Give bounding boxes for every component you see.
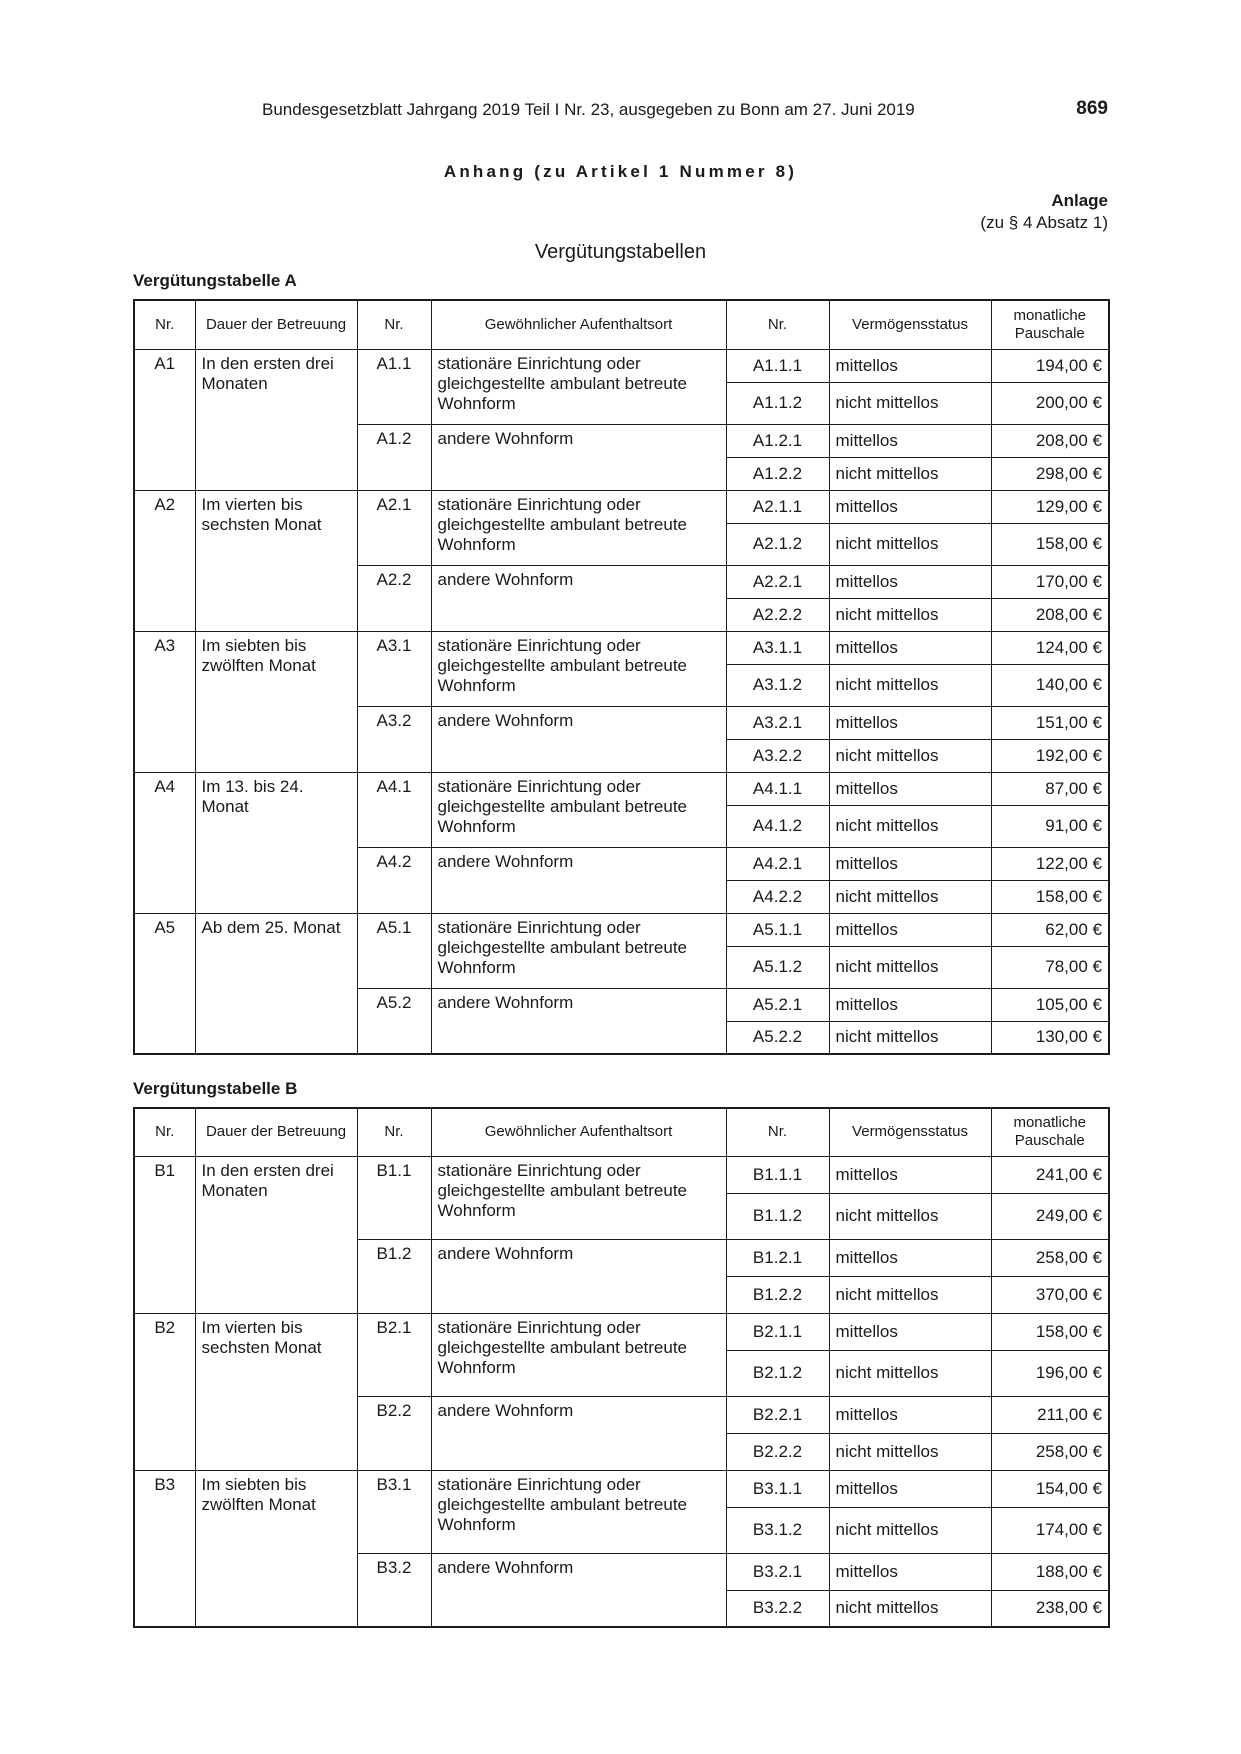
table-row	[134, 490, 1109, 523]
vermoegensstatus: nicht mittellos	[829, 664, 991, 706]
betreuungsdauer: Ab dem 25. Monat	[195, 913, 357, 1054]
group-number: A1	[134, 349, 195, 490]
group-number: A5	[134, 913, 195, 1054]
table-row	[134, 772, 1109, 805]
sub-number: B1.2	[357, 1239, 431, 1313]
row-number: A1.1.2	[726, 382, 829, 424]
pauschale-betrag: 91,00 €	[991, 805, 1109, 847]
vermoegensstatus: mittellos	[829, 706, 991, 739]
row-number: B3.1.1	[726, 1470, 829, 1507]
table-row	[134, 913, 1109, 946]
sub-number: A3.2	[357, 706, 431, 772]
vermoegensstatus: nicht mittellos	[829, 1021, 991, 1054]
column-header-pauschale: monatliche Pauschale	[991, 1108, 1109, 1156]
pauschale-betrag: 170,00 €	[991, 565, 1109, 598]
betreuungsdauer: Im siebten bis zwölften Monat	[195, 1470, 357, 1627]
row-number: A5.2.1	[726, 988, 829, 1021]
pauschale-betrag: 78,00 €	[991, 946, 1109, 988]
pauschale-betrag: 196,00 €	[991, 1350, 1109, 1396]
aufenthaltsort: andere Wohnform	[431, 424, 726, 490]
pauschale-betrag: 122,00 €	[991, 847, 1109, 880]
pauschale-betrag: 208,00 €	[991, 424, 1109, 457]
row-number: B1.1.1	[726, 1156, 829, 1193]
aufenthaltsort: stationäre Einrichtung oder gleichgestellte ambulant betreute Wohnform	[431, 1313, 726, 1396]
vermoegensstatus: mittellos	[829, 565, 991, 598]
pauschale-betrag: 124,00 €	[991, 631, 1109, 664]
table-header-row	[134, 1108, 1109, 1156]
page-number: 869	[1076, 98, 1108, 119]
vermoegensstatus: nicht mittellos	[829, 457, 991, 490]
group-number: B1	[134, 1156, 195, 1313]
vermoegensstatus: nicht mittellos	[829, 1350, 991, 1396]
vermoegensstatus: nicht mittellos	[829, 1507, 991, 1553]
pauschale-betrag: 62,00 €	[991, 913, 1109, 946]
pauschale-betrag: 158,00 €	[991, 880, 1109, 913]
pauschale-betrag: 140,00 €	[991, 664, 1109, 706]
row-number: B3.2.1	[726, 1553, 829, 1590]
pauschale-betrag: 158,00 €	[991, 523, 1109, 565]
sub-number: B2.1	[357, 1313, 431, 1396]
group-number: B2	[134, 1313, 195, 1470]
pauschale-betrag: 151,00 €	[991, 706, 1109, 739]
pauschale-betrag: 158,00 €	[991, 1313, 1109, 1350]
table-header-row	[134, 300, 1109, 349]
betreuungsdauer: In den ersten drei Monaten	[195, 349, 357, 490]
column-header-nr-3: Nr.	[726, 300, 829, 349]
vermoegensstatus: nicht mittellos	[829, 1590, 991, 1627]
vermoegensstatus: mittellos	[829, 1396, 991, 1433]
betreuungsdauer: Im siebten bis zwölften Monat	[195, 631, 357, 772]
pauschale-betrag: 174,00 €	[991, 1507, 1109, 1553]
table-b-title: Vergütungstabelle B	[133, 1079, 298, 1098]
vermoegensstatus: nicht mittellos	[829, 523, 991, 565]
sub-number: A3.1	[357, 631, 431, 706]
column-header-vermoegensstatus: Vermögensstatus	[829, 300, 991, 349]
vermoegensstatus: mittellos	[829, 490, 991, 523]
table-row	[134, 349, 1109, 382]
pauschale-betrag: 238,00 €	[991, 1590, 1109, 1627]
vermoegensstatus: mittellos	[829, 988, 991, 1021]
column-header-aufenthaltsort: Gewöhnlicher Aufenthaltsort	[431, 300, 726, 349]
pauschale-betrag: 211,00 €	[991, 1396, 1109, 1433]
anlage-reference: (zu § 4 Absatz 1)	[980, 213, 1108, 232]
vermoegensstatus: nicht mittellos	[829, 805, 991, 847]
vermoegensstatus: nicht mittellos	[829, 382, 991, 424]
row-number: A2.2.1	[726, 565, 829, 598]
column-header-nr-3: Nr.	[726, 1108, 829, 1156]
verguetungstabelle-a	[133, 299, 1110, 1055]
betreuungsdauer: Im 13. bis 24. Monat	[195, 772, 357, 913]
row-number: A2.1.1	[726, 490, 829, 523]
sub-number: A1.1	[357, 349, 431, 424]
row-number: A5.1.1	[726, 913, 829, 946]
pauschale-betrag: 188,00 €	[991, 1553, 1109, 1590]
row-number: A1.2.1	[726, 424, 829, 457]
aufenthaltsort: andere Wohnform	[431, 1553, 726, 1627]
pauschale-betrag: 192,00 €	[991, 739, 1109, 772]
row-number: A3.1.1	[726, 631, 829, 664]
table-row	[134, 1470, 1109, 1507]
row-number: A1.2.2	[726, 457, 829, 490]
vermoegensstatus: mittellos	[829, 913, 991, 946]
vermoegensstatus: nicht mittellos	[829, 1276, 991, 1313]
vermoegensstatus: mittellos	[829, 1239, 991, 1276]
row-number: A5.2.2	[726, 1021, 829, 1054]
aufenthaltsort: andere Wohnform	[431, 847, 726, 913]
sub-number: B1.1	[357, 1156, 431, 1239]
row-number: A4.2.2	[726, 880, 829, 913]
pauschale-betrag: 208,00 €	[991, 598, 1109, 631]
document-title: Vergütungstabellen	[534, 241, 707, 263]
pauschale-betrag: 130,00 €	[991, 1021, 1109, 1054]
column-header-vermoegensstatus: Vermögensstatus	[829, 1108, 991, 1156]
row-number: B2.2.2	[726, 1433, 829, 1470]
aufenthaltsort: stationäre Einrichtung oder gleichgestellte ambulant betreute Wohnform	[431, 490, 726, 565]
row-number: A2.1.2	[726, 523, 829, 565]
column-header-nr-2: Nr.	[357, 300, 431, 349]
vermoegensstatus: mittellos	[829, 349, 991, 382]
column-header-dauer: Dauer der Betreuung	[195, 300, 357, 349]
vermoegensstatus: mittellos	[829, 424, 991, 457]
group-number: A3	[134, 631, 195, 772]
column-header-nr: Nr.	[134, 300, 195, 349]
aufenthaltsort: andere Wohnform	[431, 1239, 726, 1313]
group-number: B3	[134, 1470, 195, 1627]
sub-number: B3.2	[357, 1553, 431, 1627]
table-row	[134, 1156, 1109, 1193]
column-header-nr: Nr.	[134, 1108, 195, 1156]
row-number: A4.1.1	[726, 772, 829, 805]
aufenthaltsort: andere Wohnform	[431, 565, 726, 631]
aufenthaltsort: stationäre Einrichtung oder gleichgestellte ambulant betreute Wohnform	[431, 1470, 726, 1553]
row-number: A3.2.1	[726, 706, 829, 739]
column-header-aufenthaltsort: Gewöhnlicher Aufenthaltsort	[431, 1108, 726, 1156]
group-number: A2	[134, 490, 195, 631]
running-header: Bundesgesetzblatt Jahrgang 2019 Teil I Nr. 23, ausgegeben zu Bonn am 27. Juni 2019	[262, 100, 915, 119]
table-row	[134, 1313, 1109, 1350]
vermoegensstatus: nicht mittellos	[829, 880, 991, 913]
pauschale-betrag: 249,00 €	[991, 1193, 1109, 1239]
aufenthaltsort: andere Wohnform	[431, 988, 726, 1054]
vermoegensstatus: nicht mittellos	[829, 598, 991, 631]
row-number: A3.2.2	[726, 739, 829, 772]
row-number: B2.2.1	[726, 1396, 829, 1433]
sub-number: B2.2	[357, 1396, 431, 1470]
row-number: B3.1.2	[726, 1507, 829, 1553]
sub-number: A2.1	[357, 490, 431, 565]
row-number: A3.1.2	[726, 664, 829, 706]
row-number: A4.1.2	[726, 805, 829, 847]
group-number: A4	[134, 772, 195, 913]
vermoegensstatus: nicht mittellos	[829, 1193, 991, 1239]
row-number: B2.1.1	[726, 1313, 829, 1350]
pauschale-betrag: 241,00 €	[991, 1156, 1109, 1193]
row-number: A4.2.1	[726, 847, 829, 880]
pauschale-betrag: 258,00 €	[991, 1433, 1109, 1470]
table-a-title: Vergütungstabelle A	[133, 271, 297, 290]
sub-number: A4.1	[357, 772, 431, 847]
sub-number: A1.2	[357, 424, 431, 490]
aufenthaltsort: stationäre Einrichtung oder gleichgestellte ambulant betreute Wohnform	[431, 913, 726, 988]
verguetungstabelle-b	[133, 1107, 1110, 1628]
vermoegensstatus: mittellos	[829, 1156, 991, 1193]
betreuungsdauer: Im vierten bis sechsten Monat	[195, 490, 357, 631]
column-header-dauer: Dauer der Betreuung	[195, 1108, 357, 1156]
aufenthaltsort: stationäre Einrichtung oder gleichgestellte ambulant betreute Wohnform	[431, 631, 726, 706]
table-row	[134, 631, 1109, 664]
pauschale-betrag: 154,00 €	[991, 1470, 1109, 1507]
vermoegensstatus: mittellos	[829, 772, 991, 805]
betreuungsdauer: In den ersten drei Monaten	[195, 1156, 357, 1313]
betreuungsdauer: Im vierten bis sechsten Monat	[195, 1313, 357, 1470]
vermoegensstatus: mittellos	[829, 1470, 991, 1507]
row-number: B1.2.1	[726, 1239, 829, 1276]
pauschale-betrag: 105,00 €	[991, 988, 1109, 1021]
row-number: B1.1.2	[726, 1193, 829, 1239]
pauschale-betrag: 87,00 €	[991, 772, 1109, 805]
vermoegensstatus: mittellos	[829, 1313, 991, 1350]
aufenthaltsort: andere Wohnform	[431, 706, 726, 772]
vermoegensstatus: mittellos	[829, 847, 991, 880]
pauschale-betrag: 194,00 €	[991, 349, 1109, 382]
aufenthaltsort: stationäre Einrichtung oder gleichgestellte ambulant betreute Wohnform	[431, 772, 726, 847]
vermoegensstatus: mittellos	[829, 1553, 991, 1590]
vermoegensstatus: nicht mittellos	[829, 739, 991, 772]
sub-number: A5.2	[357, 988, 431, 1054]
pauschale-betrag: 258,00 €	[991, 1239, 1109, 1276]
column-header-nr-2: Nr.	[357, 1108, 431, 1156]
row-number: B3.2.2	[726, 1590, 829, 1627]
pauschale-betrag: 298,00 €	[991, 457, 1109, 490]
anlage-label: Anlage	[1051, 191, 1108, 210]
sub-number: A5.1	[357, 913, 431, 988]
sub-number: A4.2	[357, 847, 431, 913]
sub-number: A2.2	[357, 565, 431, 631]
pauschale-betrag: 200,00 €	[991, 382, 1109, 424]
vermoegensstatus: mittellos	[829, 631, 991, 664]
aufenthaltsort: stationäre Einrichtung oder gleichgestellte ambulant betreute Wohnform	[431, 1156, 726, 1239]
row-number: B1.2.2	[726, 1276, 829, 1313]
aufenthaltsort: andere Wohnform	[431, 1396, 726, 1470]
pauschale-betrag: 129,00 €	[991, 490, 1109, 523]
vermoegensstatus: nicht mittellos	[829, 946, 991, 988]
pauschale-betrag: 370,00 €	[991, 1276, 1109, 1313]
sub-number: B3.1	[357, 1470, 431, 1553]
annex-title: Anhang (zu Artikel 1 Nummer 8)	[443, 162, 798, 181]
row-number: A2.2.2	[726, 598, 829, 631]
aufenthaltsort: stationäre Einrichtung oder gleichgestellte ambulant betreute Wohnform	[431, 349, 726, 424]
vermoegensstatus: nicht mittellos	[829, 1433, 991, 1470]
row-number: A5.1.2	[726, 946, 829, 988]
row-number: A1.1.1	[726, 349, 829, 382]
row-number: B2.1.2	[726, 1350, 829, 1396]
column-header-pauschale: monatliche Pauschale	[991, 300, 1109, 349]
